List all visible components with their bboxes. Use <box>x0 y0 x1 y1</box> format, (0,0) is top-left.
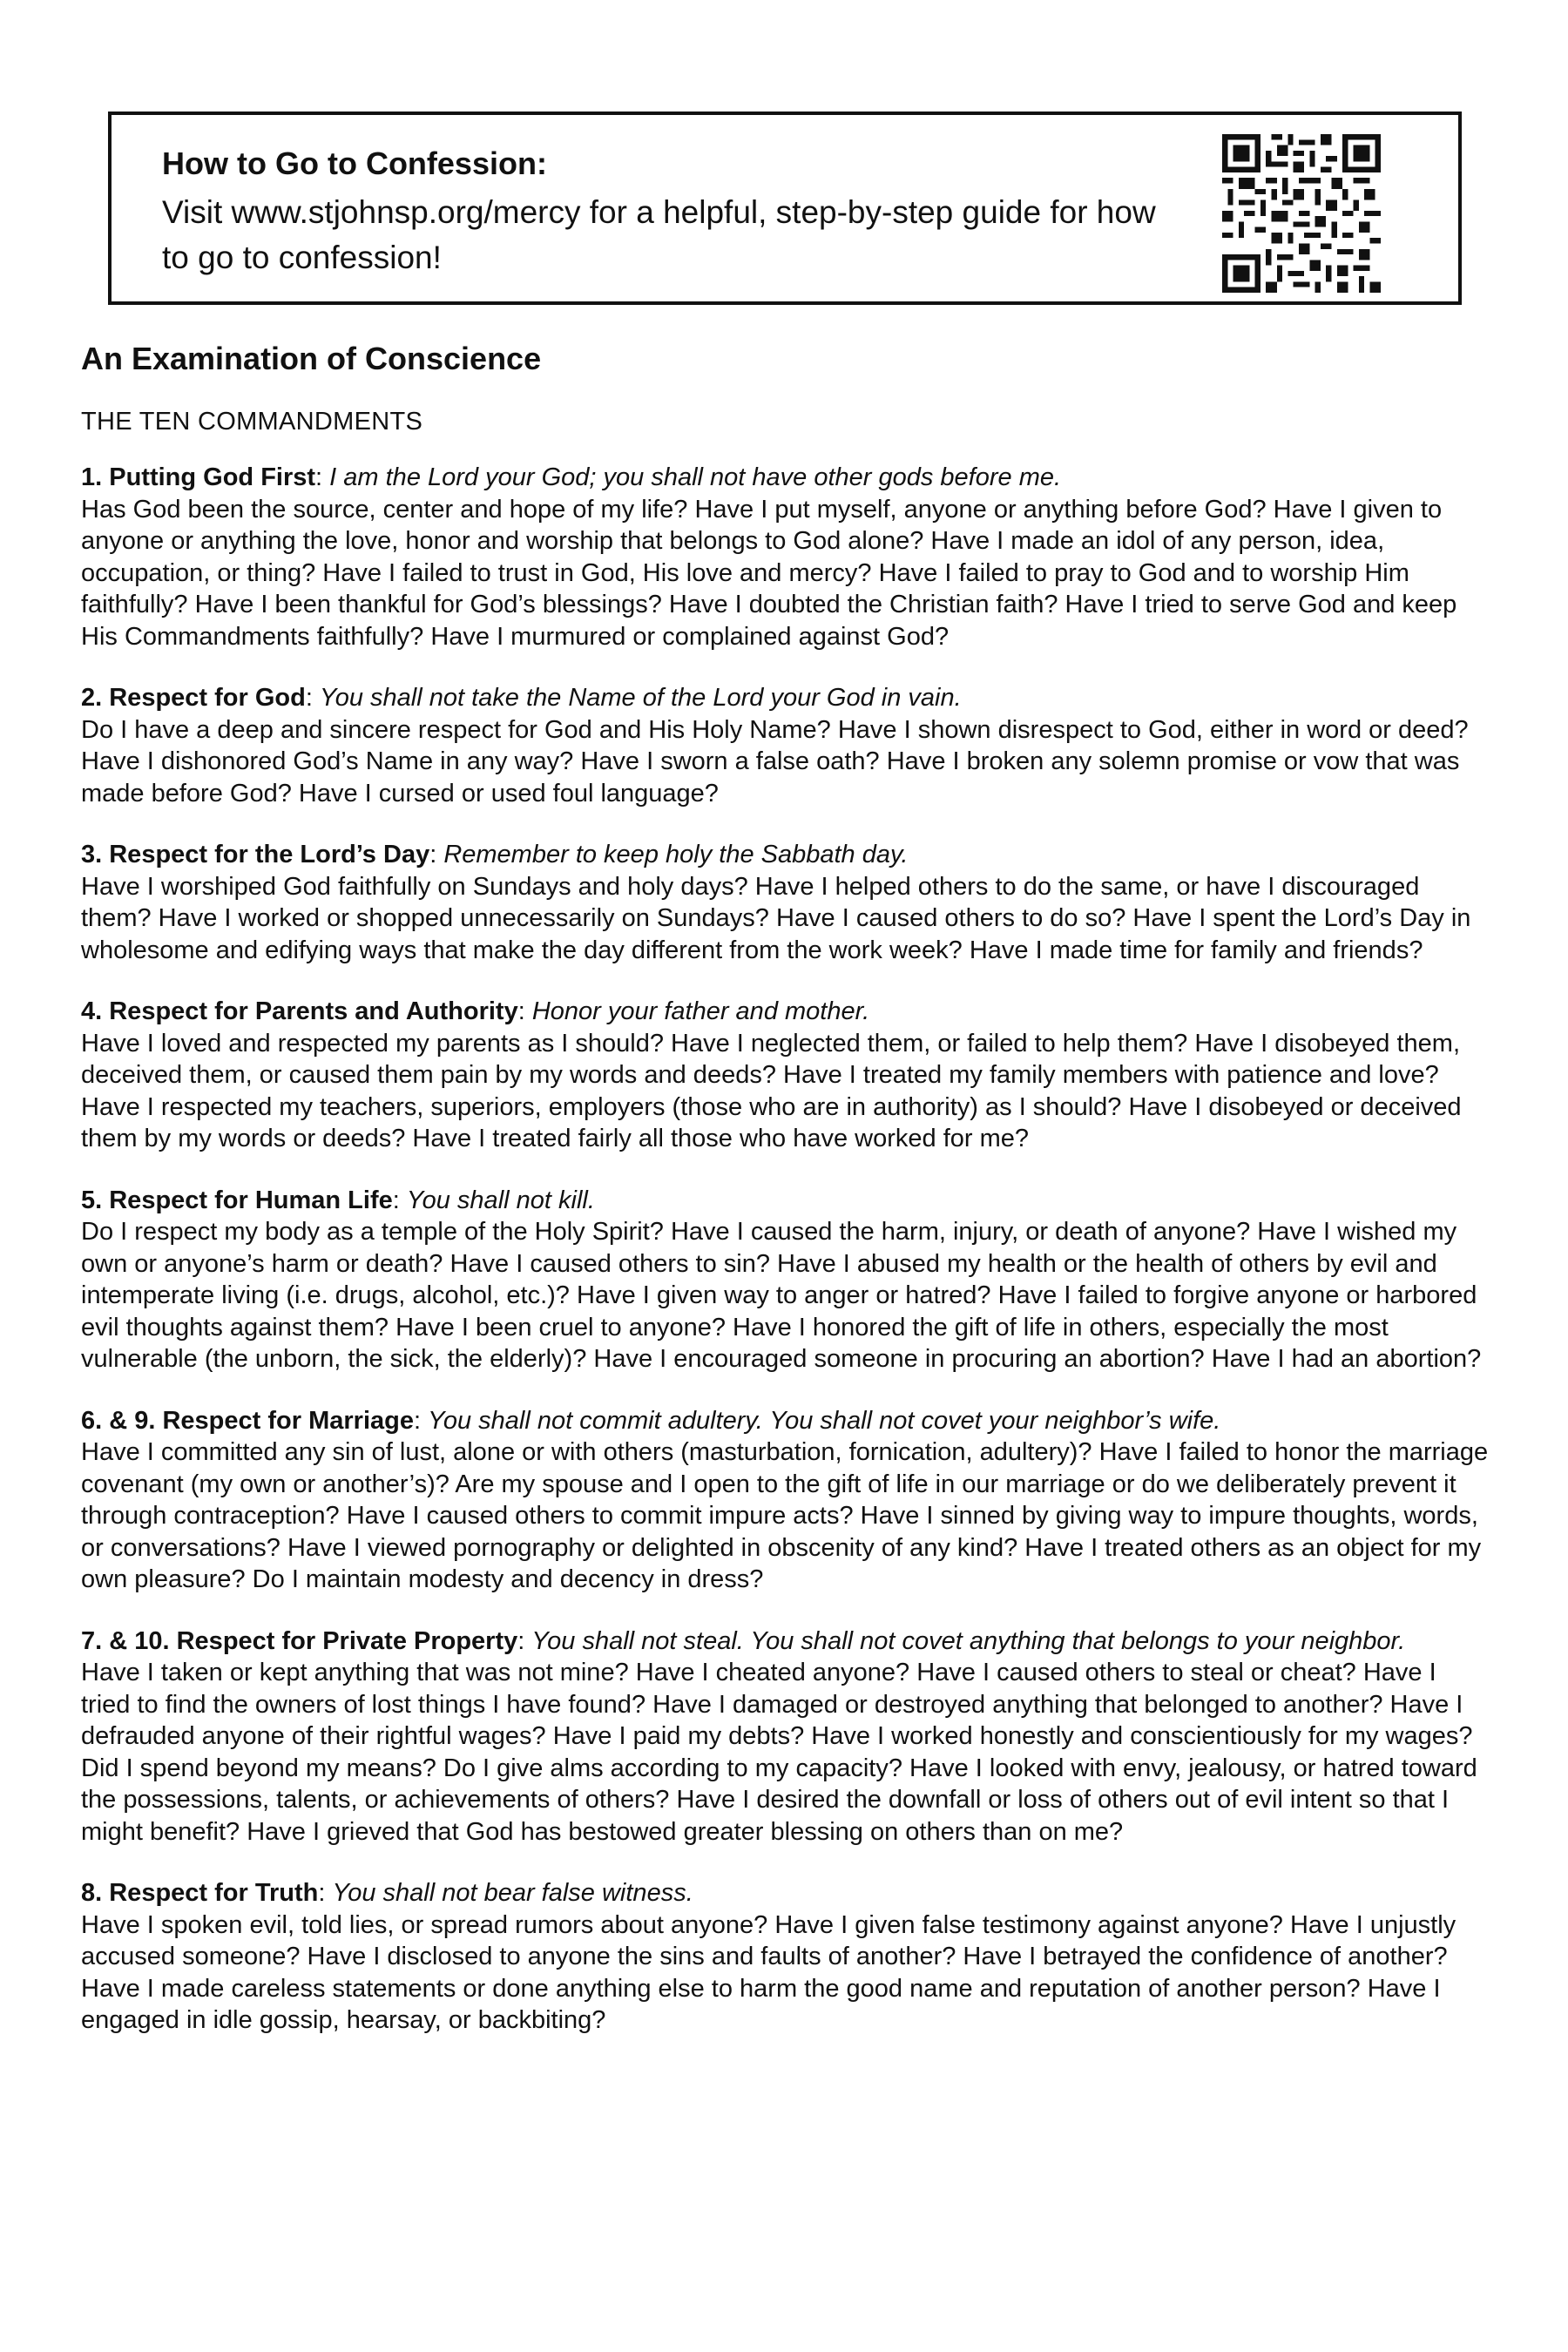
heading-separator: : <box>305 684 320 712</box>
qr-code-icon[interactable] <box>1222 134 1381 293</box>
mercy-url-link[interactable]: www.stjohnsp.org/mercy <box>231 194 581 230</box>
commandment-2 <box>81 682 1492 809</box>
commandment-questions: Have I taken or kept anything that was not mine? Have I cheated anyone? Have I caused others to steal or cheat? Have I tried to find the owners of lost things I have found? Have I damaged or destroyed anything that belonged to another? Have I defrauded anyone of their rightful wages? Have I paid my debts? Have I worked honestly and conscientiously for my wages? Did I spend beyond my means? Do I give alms according to my capacity? Have I looked with envy, jealousy, or hatred toward the possessions, talents, or achievements of others? Have I desired the downfall or loss of others out of evil intent so that I might benefit? Have I grieved that God has bestowed greater blessing on others than on me? <box>81 1659 1477 1846</box>
heading-separator: : <box>413 1406 429 1435</box>
commandment-questions: Has God been the source, center and hope of my life? Have I put myself, anyone or anything before God? Have I given to anyone or anything the love, honor and worship that belongs to God alone? Have I made an idol of any person, idea, occupation, or thing? Have I failed to trust in God, His love and mercy? Have I failed to pray to God and to worship Him faithfully? Have I been thankful for God’s blessings? Have I doubted the Christian faith? Have I tried to serve God and keep His Commandments faithfully? Have I murmured or complained against God? <box>81 495 1457 651</box>
heading-separator: : <box>517 1626 532 1655</box>
commandment-4 <box>81 996 1492 1155</box>
commandment-verse: I am the Lord your God; you shall not have other gods before me. <box>329 463 1062 491</box>
commandment-heading: 7. & 10. Respect for Private Property <box>81 1626 518 1655</box>
commandment-verse: Honor your father and mother. <box>531 997 870 1025</box>
commandment-header <box>81 996 1492 1028</box>
commandment-verse: You shall not bear false witness. <box>332 1879 693 1907</box>
heading-separator: : <box>429 841 444 868</box>
commandment-questions: Have I loved and respected my parents as I should? Have I neglected them, or failed to help them? Have I disobeyed them, deceived them, or caused them pain by my words and deeds? Have I treated my family members with patience and love? Have I respected my teachers, superiors, employers (those who are in authority) as I should? Have I disobeyed or deceived them by my words or deeds? Have I treated fairly all those who have worked for me? <box>81 1029 1462 1152</box>
commandment-heading: 8. Respect for Truth <box>81 1879 319 1907</box>
commandment-5 <box>81 1185 1492 1375</box>
commandment-verse: You shall not steal. You shall not covet anything that belongs to your neighbor. <box>531 1626 1406 1655</box>
commandment-questions: Have I worshiped God faithfully on Sundays and holy days? Have I helped others to do the same, or have I discouraged them? Have I worked or shopped unnecessarily on Sundays? Have I caused others to do so? Have I spent the Lord’s Day in wholesome and edifying ways that make the day different from the work week? Have I made time for family and friends? <box>81 872 1471 964</box>
commandment-header <box>81 1877 1492 1909</box>
commandment-1 <box>81 462 1492 652</box>
commandment-header <box>81 839 1492 871</box>
commandment-questions: Do I respect my body as a temple of the Holy Spirit? Have I caused the harm, injury, or death of anyone? Have I wished my own or anyone’s harm or death? Have I caused others to sin? Have I abused my health or the health of others by evil and intemperate living (i.e. drugs, alcohol, etc.)? Have I given way to anger or hatred? Have I failed to forgive anyone or harbored evil thoughts against them? Have I been cruel to anyone? Have I honored the gift of life in others, especially the most vulnerable (the unborn, the sick, the elderly)? Have I encouraged someone in procuring an abortion? Have I had an abortion? <box>81 1218 1482 1373</box>
commandment-header <box>81 1405 1492 1437</box>
heading-separator: : <box>392 1186 407 1214</box>
commandment-header <box>81 682 1492 714</box>
commandment-header <box>81 462 1492 494</box>
commandment-header <box>81 1625 1492 1658</box>
confession-info-box <box>108 112 1462 305</box>
heading-separator: : <box>517 997 532 1025</box>
heading-separator: : <box>318 1879 333 1907</box>
commandment-questions: Have I committed any sin of lust, alone or with others (masturbation, fornication, adultery)? Have I failed to honor the marriage covenant (my own or another’s)? Are my spouse and I open to the gift of life in our marriage or do we deliberately prevent it through contraception? Have I caused others to commit impure acts? Have I sinned by giving way to impure thoughts, words, or conversations? Have I viewed pornography or delighted in obscenity of any kind? Have I treated others as an object for my own pleasure? Do I maintain modesty and decency in dress? <box>81 1438 1489 1593</box>
commandment-questions: Have I spoken evil, told lies, or spread rumors about anyone? Have I given false testimony against anyone? Have I unjustly accused someone? Have I disclosed to anyone the sins and faults of another? Have I betrayed the confidence of another? Have I made careless statements or done anything else to harm the good name and reputation of another person? Have I engaged in idle gossip, hearsay, or backbiting? <box>81 1910 1456 2034</box>
confession-text-suffix: for a helpful, step-by-step guide for how to go to confession! <box>162 194 1156 275</box>
commandment-8 <box>81 1877 1492 2037</box>
commandment-verse: You shall not take the Name of the Lord your God in vain. <box>319 684 962 712</box>
confession-box-text <box>162 190 1190 280</box>
commandment-verse: Remember to keep holy the Sabbath day. <box>443 841 909 868</box>
commandment-heading: 4. Respect for Parents and Authority <box>81 997 518 1025</box>
page-title: An Examination of Conscience <box>81 341 542 376</box>
commandment-heading: 2. Respect for God <box>81 684 306 712</box>
commandment-3 <box>81 839 1492 966</box>
commandment-heading: 5. Respect for Human Life <box>81 1186 393 1214</box>
commandment-verse: You shall not kill. <box>406 1186 595 1214</box>
commandment-heading: 6. & 9. Respect for Marriage <box>81 1406 414 1435</box>
confession-text-prefix: Visit <box>162 194 232 230</box>
commandment-heading: 1. Putting God First <box>81 463 316 491</box>
heading-separator: : <box>315 463 330 491</box>
commandment-heading: 3. Respect for the Lord’s Day <box>81 841 430 868</box>
confession-box-title: How to Go to Confession: <box>162 145 547 181</box>
commandment-header <box>81 1185 1492 1217</box>
commandment-6-9 <box>81 1405 1492 1596</box>
commandment-verse: You shall not commit adultery. You shall not covet your neighbor’s wife. <box>428 1406 1221 1435</box>
examination-content <box>81 340 1492 2066</box>
commandment-7-10 <box>81 1625 1492 1848</box>
commandment-questions: Do I have a deep and sincere respect for God and His Holy Name? Have I shown disrespect to God, either in word or deed? Have I dishonored God’s Name in any way? Have I sworn a false oath? Have I broken any solemn promise or vow that was made before God? Have I cursed or used foul language? <box>81 715 1469 808</box>
section-label: THE TEN COMMANDMENTS <box>81 408 423 436</box>
